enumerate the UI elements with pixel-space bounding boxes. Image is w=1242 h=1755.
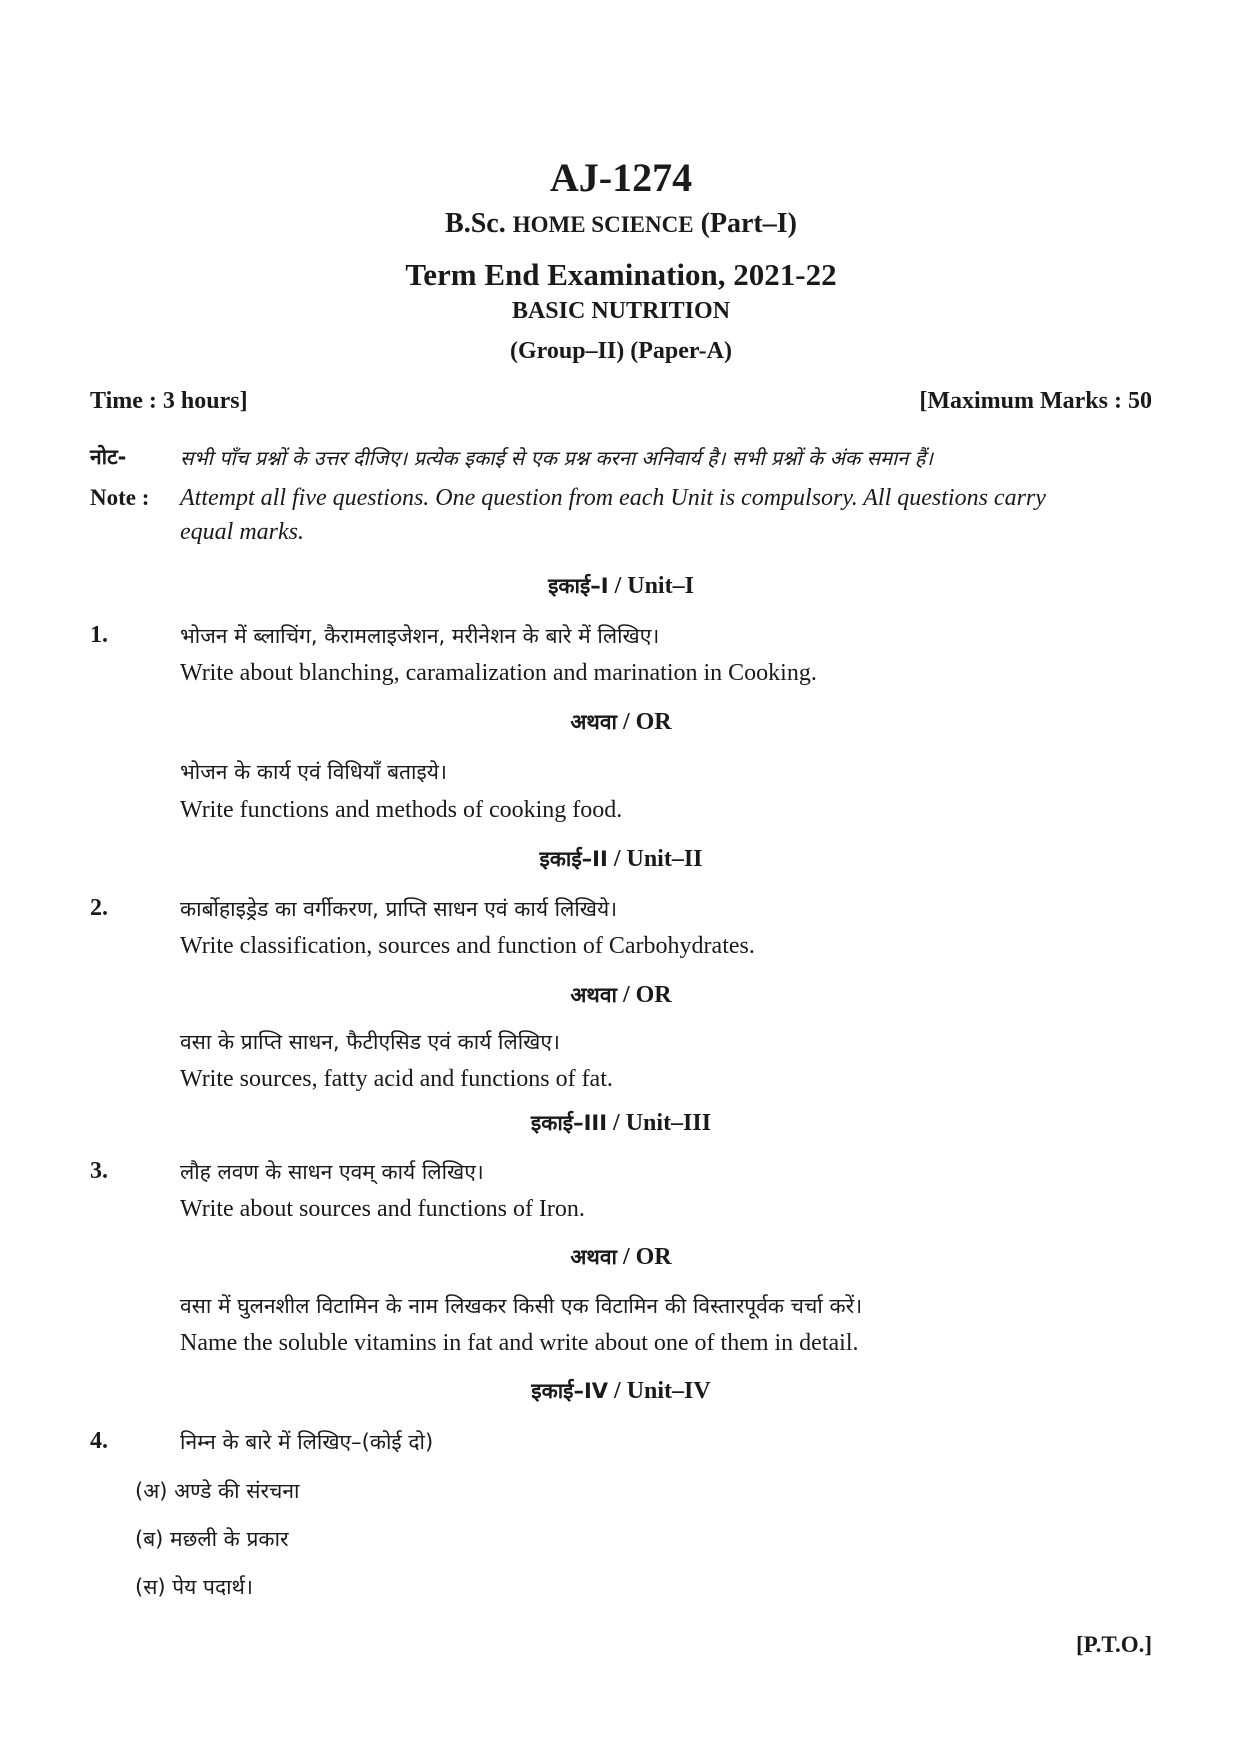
- or-english: / OR: [616, 982, 672, 1008]
- unit-heading-english: / Unit–III: [607, 1110, 712, 1136]
- alt-question-english: Write functions and methods of cooking food.: [180, 797, 623, 823]
- group-paper: (Group–II) (Paper-A): [510, 338, 732, 364]
- question-hindi: भोजन में ब्लाचिंग, कैरामलाइजेशन, मरीनेशन के बारे में लिखिए।: [180, 624, 660, 648]
- course-prefix: B.Sc.: [445, 208, 506, 239]
- or-hindi: अथवा: [570, 1245, 617, 1269]
- or-hindi: अथवा: [570, 710, 617, 734]
- question-hindi: निम्न के बारे में लिखिए–(कोई दो): [180, 1430, 434, 1454]
- note-text-line2: equal marks.: [180, 519, 304, 545]
- note-label-english: Note :: [90, 485, 150, 510]
- alt-question-english: Write sources, fatty acid and functions of fat.: [180, 1066, 613, 1092]
- sub-item: (अ) अण्डे की संरचना: [135, 1479, 300, 1503]
- note-text-line1: Attempt all five questions. One question from each Unit is compulsory. All questions carry: [180, 485, 1046, 511]
- sub-item: (स) पेय पदार्थ।: [135, 1575, 253, 1599]
- unit-heading-english: / Unit–I: [608, 573, 694, 599]
- time-allowed: Time : 3 hours]: [90, 388, 248, 414]
- or-english: / OR: [616, 1244, 672, 1270]
- unit-heading-hindi: इकाई–IV: [531, 1379, 609, 1403]
- unit-heading-2: [0, 845, 1242, 873]
- sub-item: (ब) मछली के प्रकार: [135, 1527, 289, 1551]
- course-part: (Part–I): [700, 208, 797, 239]
- question-english: Write about blanching, caramalization and marination in Cooking.: [180, 660, 817, 686]
- alt-question-english: Name the soluble vitamins in fat and write about one of them in detail.: [180, 1330, 859, 1356]
- or-separator: [0, 708, 1242, 736]
- maximum-marks: [Maximum Marks : 50: [919, 388, 1152, 414]
- question-number: 3.: [90, 1158, 108, 1184]
- course-name: HOME SCIENCE: [512, 212, 694, 237]
- paper-title: BASIC NUTRITION: [511, 298, 731, 324]
- exam-title: Term End Examination, 2021-22: [405, 257, 837, 292]
- question-english: Write about sources and functions of Iron.: [180, 1196, 585, 1222]
- unit-heading-hindi: इकाई–I: [548, 574, 609, 598]
- unit-heading-1: [0, 572, 1242, 600]
- question-number: 1.: [90, 622, 108, 648]
- unit-heading-english: / Unit–II: [607, 846, 703, 872]
- unit-heading-4: [0, 1377, 1242, 1405]
- unit-heading-english: / Unit–IV: [608, 1378, 711, 1404]
- question-hindi: कार्बोहाइड्रेड का वर्गीकरण, प्राप्ति साधन एवं कार्य लिखिये।: [180, 897, 618, 921]
- or-separator: [0, 1243, 1242, 1271]
- or-separator: [0, 981, 1242, 1009]
- unit-heading-3: [0, 1109, 1242, 1137]
- or-english: / OR: [616, 709, 672, 735]
- paper-code: AJ-1274: [549, 155, 693, 200]
- unit-heading-hindi: इकाई–III: [530, 1111, 608, 1135]
- note-text-hindi: सभी पाँच प्रश्नों के उत्तर दीजिए। प्रत्येक इकाई से एक प्रश्न करना अनिवार्य है। सभी प्रश्नों के अंक समान हैं।: [180, 446, 933, 470]
- question-number: 2.: [90, 895, 108, 921]
- alt-question-hindi: भोजन के कार्य एवं विधियाँ बताइये।: [180, 760, 447, 784]
- question-english: Write classification, sources and function of Carbohydrates.: [180, 933, 755, 959]
- or-hindi: अथवा: [570, 983, 617, 1007]
- question-hindi: लौह लवण के साधन एवम् कार्य लिखिए।: [180, 1160, 484, 1184]
- course-title: [0, 208, 1242, 240]
- unit-heading-hindi: इकाई–II: [539, 847, 608, 871]
- note-label-hindi: नोट-: [90, 445, 127, 469]
- please-turn-over: [P.T.O.]: [1075, 1632, 1152, 1657]
- alt-question-hindi: वसा में घुलनशील विटामिन के नाम लिखकर किसी एक विटामिन की विस्तारपूर्वक चर्चा करें।: [180, 1294, 863, 1318]
- question-number: 4.: [90, 1428, 108, 1454]
- alt-question-hindi: वसा के प्राप्ति साधन, फैटीएसिड एवं कार्य लिखिए।: [180, 1030, 560, 1054]
